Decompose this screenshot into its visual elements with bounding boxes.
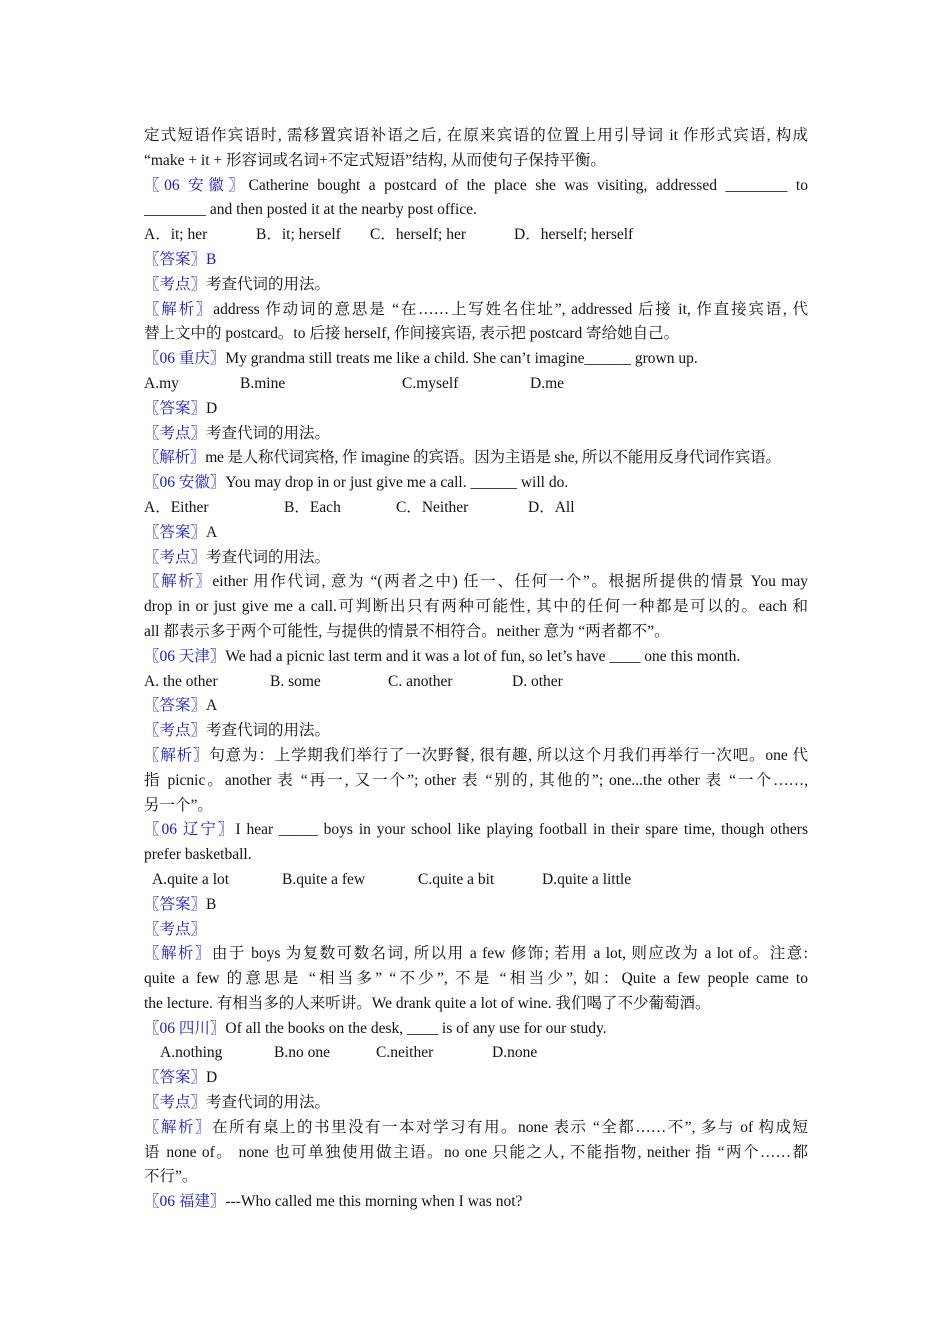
text-run: 考查代词的用法。 [206,424,331,442]
section-label: 〖答案〗 [144,399,207,417]
section-label: 〖解析〗 [144,449,206,467]
text-run: 语 none of。 none 也可单独使用做主语。no one 只能之人, 不能指物, neither 指 “两个……都 [144,1143,808,1161]
text-run: 替上文中的 postcard。to 后接 herself, 作间接宾语, 表示把 postcard 寄给她自己。 [144,325,680,343]
text-line [144,347,808,372]
text-run: 句意为：上学期我们举行了一次野餐, 很有趣, 所以这个月我们再举行一次吧。one 代 [209,746,808,764]
text-run: 定式短语作宾语时, 需移置宾语补语之后, 在原来宾语的位置上用引导词 it 作形式宾语, 构成 [144,127,808,144]
answer-option: B．Each [284,498,341,516]
answer-option: C.neither [376,1044,434,1062]
text-line [144,992,808,1017]
text-run: Catherine bought a postcard of the place she was visiting, addressed ________ to [248,176,808,194]
text-line [144,719,808,744]
text-line [144,273,808,298]
text-run: ________ and then posted it at the nearby post office. [144,201,477,219]
text-line [144,670,808,695]
text-line [144,868,808,893]
text-run: I hear _____ boys in your school like playing football in their spare time, though others [235,821,808,839]
text-run: 另一个”。 [144,796,213,814]
text-line [144,967,808,992]
answer-option: D．All [528,498,575,516]
answer-option: A．it; her [144,226,208,244]
text-run: me 是人称代词宾格, 作 imagine 的宾语。因为主语是 she, 所以不能用反身代词作宾语。 [205,449,781,467]
text-run: the lecture. 有相当多的人来听讲。We drank quite a lot of wine. 我们喝了不少葡萄酒。 [144,994,711,1012]
text-line [144,1116,808,1141]
section-label: 〖解析〗 [144,746,210,764]
answer-option: B.quite a few [282,870,366,888]
text-line [144,1141,808,1166]
text-run: My grandma still treats me like a child. She can’t imagine______ grown up. [225,350,698,368]
section-label: 〖解析〗 [144,300,214,318]
section-label: 〖答案〗 [144,697,207,715]
section-label: 〖考点〗 [144,275,207,293]
text-line [144,422,808,447]
text-run: address 作动词的意思是 “在……上写姓名住址”, addressed 后接 it, 作直接宾语, 代 [213,300,808,318]
text-line [144,1190,808,1215]
answer-option: A.nothing [160,1044,223,1062]
answer-option: B.mine [240,374,286,392]
text-line [144,1165,808,1190]
text-line [144,372,808,397]
text-run: prefer basketball. [144,846,252,864]
section-label: 〖考点〗 [144,1094,207,1112]
text-line [144,645,808,670]
text-run: You may drop in or just give me a call. ______ will do. [225,474,569,492]
text-run: 在所有桌上的书里没有一本对学习有用。none 表示 “全都……不”, 多与 of 构成短 [212,1118,808,1136]
section-label: 〖06 安徽〗 [144,176,249,194]
text-line [144,223,808,248]
text-run: 考查代词的用法。 [206,548,331,566]
answer-option: D.quite a little [542,870,632,888]
answer-option: A. the other [144,672,218,690]
answer-option: B.no one [274,1044,330,1062]
text-line [144,595,808,620]
section-label: 〖解析〗 [144,1118,212,1136]
text-line [144,744,808,769]
answer-option: C. another [388,672,453,690]
text-run: 不行”。 [144,1168,198,1186]
text-run: 考查代词的用法。 [206,722,331,740]
text-line [144,1066,808,1091]
text-line [144,1091,808,1116]
text-line [144,694,808,719]
text-run: all 都表示多于两个可能性, 与提供的情景不相符合。neither 意为 “两者都不”。 [144,622,670,640]
section-label: 〖06 福建〗 [144,1193,226,1211]
text-line [144,843,808,868]
section-label: 〖06 重庆〗 [144,350,226,368]
text-line [144,570,808,595]
text-run: quite a few 的意思是 “相当多” “不少”, 不是 “相当少”, 如：Quite a few people came to [144,970,808,988]
answer-option: B. some [270,672,321,690]
section-label: 〖考点〗 [144,920,207,938]
answer-option: D.me [530,374,565,392]
section-label: 〖考点〗 [144,722,207,740]
section-label: 〖答案〗 [144,523,207,541]
text-line [144,174,808,199]
text-line [144,397,808,422]
section-label: 〖解析〗 [144,945,212,963]
text-run: B [206,895,217,913]
text-line [144,521,808,546]
text-line [144,1017,808,1042]
answer-option: D.none [492,1044,538,1062]
text-line [144,471,808,496]
text-run: A [206,523,218,541]
answer-option: B．it; herself [256,226,341,244]
section-label: 〖06 安徽〗 [144,474,226,492]
section-label: 〖答案〗 [144,895,207,913]
answer-option: A.my [144,374,179,392]
answer-option: C.myself [402,374,459,392]
text-run: D [206,399,218,417]
text-line [144,149,808,174]
answer-option: C.quite a bit [418,870,495,888]
section-label: 〖考点〗 [144,548,207,566]
section-label: 〖06 天津〗 [144,647,226,665]
text-line [144,818,808,843]
text-run: Of all the books on the desk, ____ is of any use for our study. [225,1019,607,1037]
section-label: 〖解析〗 [144,573,213,591]
text-line [144,248,808,273]
section-label: 〖答案〗B [144,250,217,268]
text-run: We had a picnic last term and it was a lot of fun, so let’s have ____ one this month. [225,647,741,665]
text-run: “make + it + 形容词或名词+不定式短语”结构, 从而使句子保持平衡。 [144,151,606,169]
answer-option: D．herself; herself [514,226,634,244]
text-line [144,496,808,521]
text-line [144,446,808,471]
section-label: 〖06 辽宁〗 [144,821,236,839]
text-line [144,322,808,347]
answer-option: D. other [512,672,563,690]
document-body [144,124,808,1215]
text-line [144,198,808,223]
text-run: D [206,1069,218,1087]
text-line [144,769,808,794]
text-line [144,546,808,571]
section-label: 〖06 四川〗 [144,1019,226,1037]
text-line [144,942,808,967]
text-line [144,620,808,645]
text-line [144,893,808,918]
text-line [144,918,808,943]
section-label: 〖答案〗 [144,1069,207,1087]
answer-option: C．Neither [396,498,469,516]
text-run: 指 picnic。another 表 “再一, 又一个”; other 表 “别的, 其他的”; one...the other 表 “一个……, [144,771,808,789]
text-run: either 用作代词, 意为 “(两者之中) 任一、任何一个”。根据所提供的情景 You may [212,573,808,591]
text-run: 由于 boys 为复数可数名词, 所以用 a few 修饰; 若用 a lot, 则应改为 a lot of。注意: [211,945,808,963]
section-label: 〖考点〗 [144,424,207,442]
text-line [144,794,808,819]
text-run: 考查代词的用法。 [206,275,331,293]
answer-option: A.quite a lot [152,870,230,888]
answer-option: A．Either [144,498,209,516]
answer-option: C．herself; her [370,226,466,244]
text-run: drop in or just give me a call.可判断出只有两种可能性, 其中的任何一种都是可以的。each 和 [144,598,808,616]
text-run: 考查代词的用法。 [206,1094,331,1112]
text-line [144,124,808,149]
text-line [144,1041,808,1066]
text-run: A [206,697,218,715]
text-run: ---Who called me this morning when I was not? [225,1193,523,1211]
text-line [144,298,808,323]
